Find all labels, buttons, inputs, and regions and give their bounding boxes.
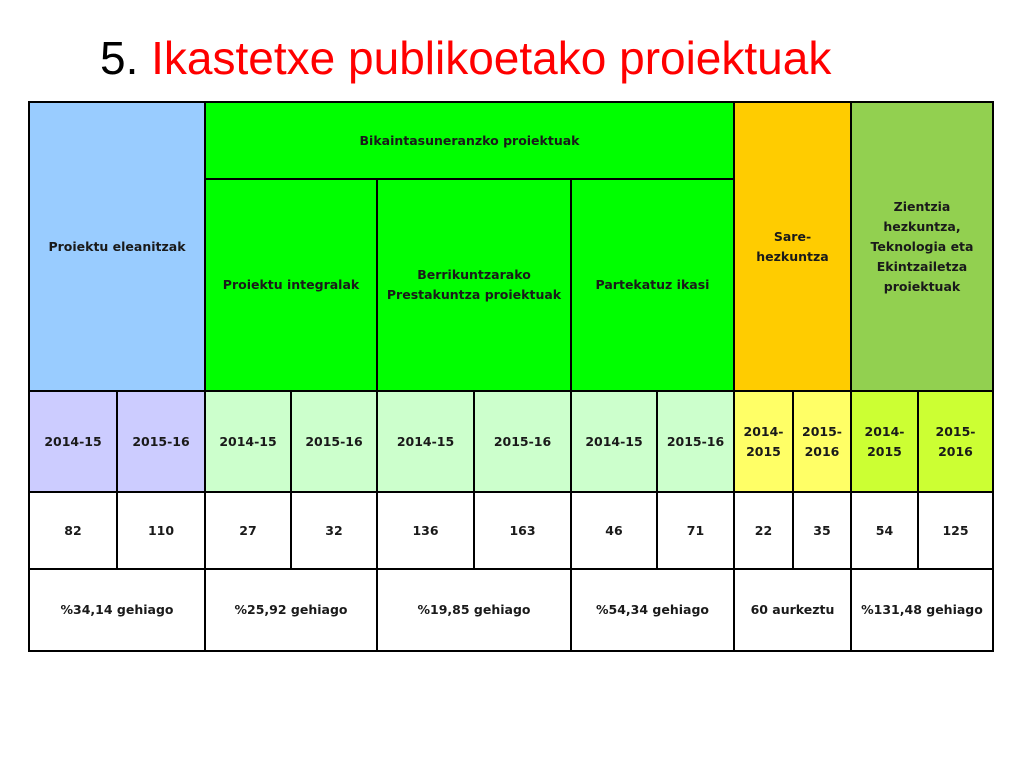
header-integral: Proiektu integralak [205,179,377,391]
summary-science: %131,48 gehiago [851,569,993,651]
value-cell: 136 [377,492,474,569]
header-multilingual: Proiektu eleanitzak [29,102,205,391]
year-cell: 2014-15 [205,391,291,492]
year-row [29,391,993,492]
value-cell: 32 [291,492,377,569]
summary-innovation: %19,85 gehiago [377,569,571,651]
summary-integral: %25,92 gehiago [205,569,377,651]
value-cell: 22 [734,492,793,569]
year-cell: 2015-16 [117,391,205,492]
year-cell: 2015-16 [657,391,734,492]
value-cell: 163 [474,492,571,569]
header-shared-learning: Partekatuz ikasi [571,179,734,391]
value-cell: 35 [793,492,851,569]
year-cell: 2014-15 [377,391,474,492]
value-cell: 82 [29,492,117,569]
year-cell: 2014-2015 [734,391,793,492]
year-cell: 2015-2016 [918,391,993,492]
year-cell: 2015-16 [474,391,571,492]
header-excellence: Bikaintasuneranzko proiektuak [205,102,734,179]
value-row [29,492,993,569]
value-cell: 54 [851,492,918,569]
value-cell: 125 [918,492,993,569]
summary-multilingual: %34,14 gehiago [29,569,205,651]
value-cell: 71 [657,492,734,569]
projects-table [28,101,994,652]
header-network: Sare-hezkuntza [734,102,851,391]
year-cell: 2014-15 [29,391,117,492]
header-row-1 [29,102,993,179]
slide-title-number: 5. [100,32,139,84]
summary-row [29,569,993,651]
header-innovation: Berrikuntzarako Prestakuntza proiektuak [377,179,571,391]
year-cell: 2014-2015 [851,391,918,492]
value-cell: 46 [571,492,657,569]
value-cell: 27 [205,492,291,569]
slide-title [100,28,831,88]
slide-title-text: Ikastetxe publikoetako proiektuak [151,32,832,84]
summary-shared-learning: %54,34 gehiago [571,569,734,651]
header-science: Zientzia hezkuntza, Teknologia eta Ekintzailetza proiektuak [851,102,993,391]
year-cell: 2015-16 [291,391,377,492]
year-cell: 2014-15 [571,391,657,492]
year-cell: 2015-2016 [793,391,851,492]
summary-network: 60 aurkeztu [734,569,851,651]
value-cell: 110 [117,492,205,569]
